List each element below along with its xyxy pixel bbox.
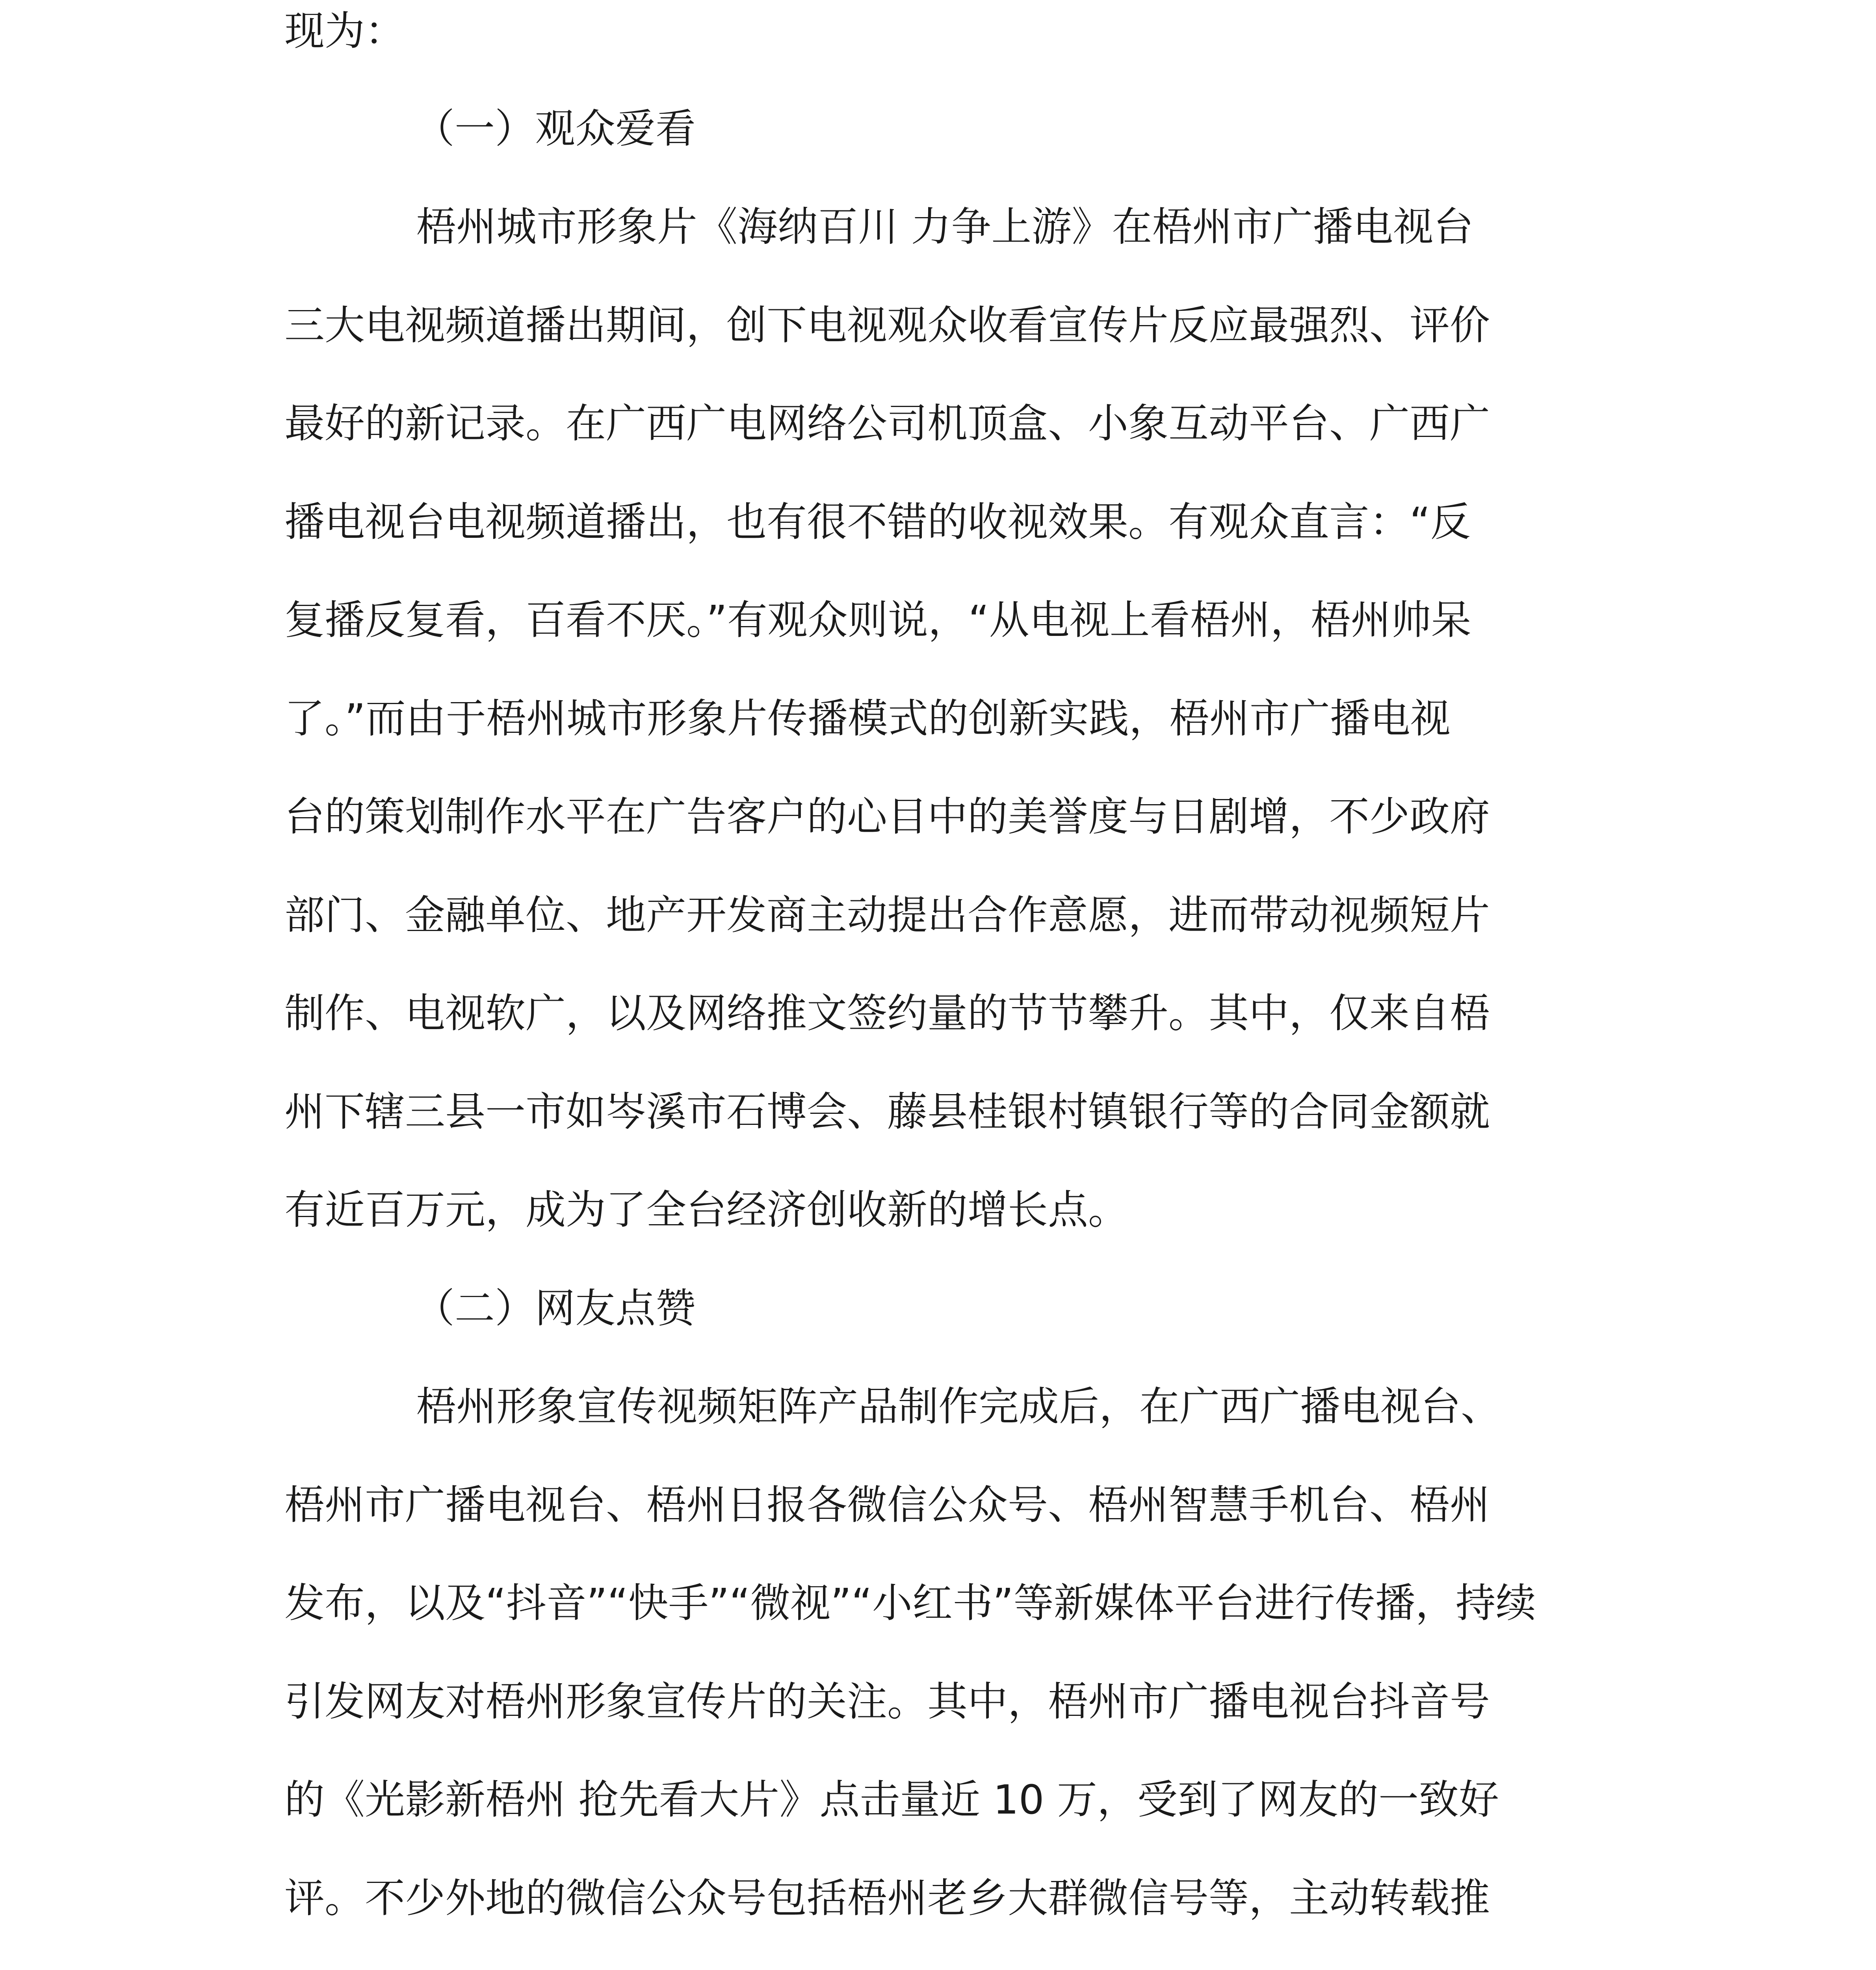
- body-text-line: 梧州市广播电视台、梧州日报各微信公众号、梧州智慧手机台、梧州: [284, 1482, 1490, 1529]
- body-text-line: 三大电视频道播出期间，创下电视观众收看宣传片反应最强烈、评价: [284, 302, 1490, 349]
- section-heading: （一）观众爱看: [414, 106, 696, 152]
- body-text-line: 制作、电视软广，以及网络推文签约量的节节攀升。其中，仅来自梧: [284, 990, 1490, 1037]
- section-heading: （二）网友点赞: [414, 1285, 696, 1332]
- paragraph-first-line: 梧州形象宣传视频矩阵产品制作完成后，在广西广播电视台、: [416, 1383, 1501, 1430]
- body-text-line: 最好的新记录。在广西广电网络公司机顶盒、小象互动平台、广西广: [284, 400, 1490, 447]
- body-text-line: 发布，以及“抖音”“快手”“微视”“小红书”等新媒体平台进行传播，持续: [284, 1580, 1536, 1627]
- body-text-line: 现为：: [284, 8, 405, 55]
- body-text-line: 复播反复看，百看不厌。”有观众则说，“从电视上看梧州，梧州帅呆: [284, 597, 1471, 644]
- body-text-line: 州下辖三县一市如岑溪市石博会、藤县桂银村镇银行等的合同金额就: [284, 1089, 1490, 1136]
- body-text-line: 评。不少外地的微信公众号包括梧州老乡大群微信号等，主动转载推: [284, 1875, 1490, 1922]
- body-text-line: 有近百万元，成为了全台经济创收新的增长点。: [284, 1187, 1128, 1234]
- body-text-line: 播电视台电视频道播出，也有很不错的收视效果。有观众直言：“反: [284, 499, 1471, 546]
- paragraph-first-line: 梧州城市形象片《海纳百川 力争上游》在梧州市广播电视台: [416, 204, 1474, 251]
- body-text-line: 的《光影新梧州 抢先看大片》点击量近 10 万，受到了网友的一致好: [284, 1777, 1499, 1823]
- body-text-line: 引发网友对梧州形象宣传片的关注。其中，梧州市广播电视台抖音号: [284, 1678, 1490, 1725]
- body-text-line: 台的策划制作水平在广告客户的心目中的美誉度与日剧增，不少政府: [284, 794, 1490, 840]
- body-text-line: 了。”而由于梧州城市形象片传播模式的创新实践，梧州市广播电视: [284, 695, 1451, 742]
- body-text-line: 部门、金融单位、地产开发商主动提出合作意愿，进而带动视频短片: [284, 892, 1490, 939]
